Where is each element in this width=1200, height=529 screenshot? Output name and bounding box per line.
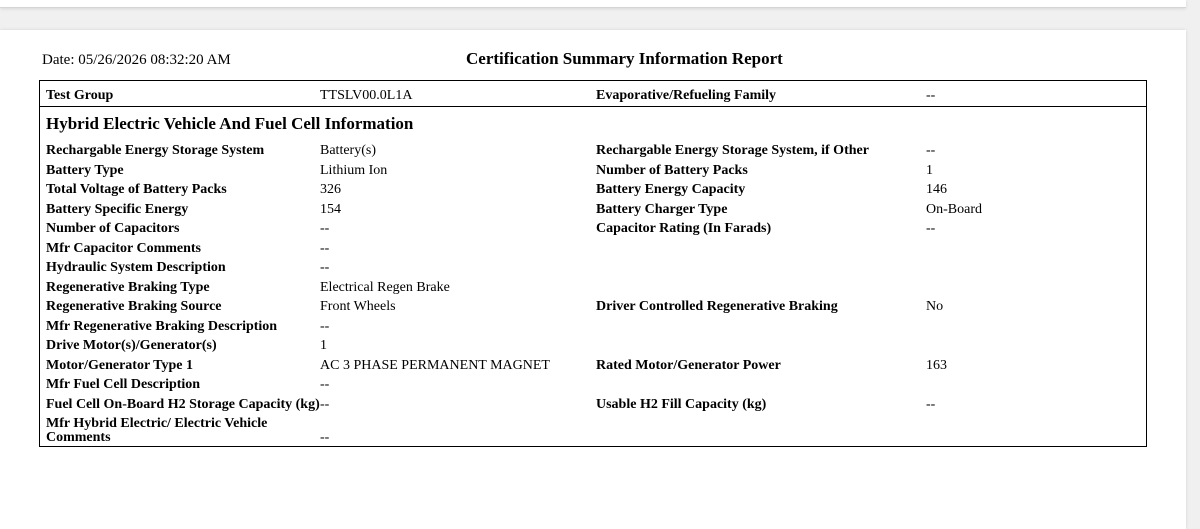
field-label: Regenerative Braking Source	[46, 299, 222, 314]
field-value-right: --	[926, 143, 936, 158]
field-value: --	[320, 377, 330, 392]
field-value-right: --	[926, 221, 936, 236]
report-date: Date: 05/26/2026 08:32:20 AM	[42, 52, 231, 68]
report-title: Certification Summary Information Report	[466, 49, 783, 68]
field-value: AC 3 PHASE PERMANENT MAGNET	[320, 358, 550, 373]
field-value: Front Wheels	[320, 299, 396, 314]
report-table	[39, 80, 1147, 447]
field-value-right: --	[926, 397, 936, 412]
field-value: --	[320, 221, 330, 236]
field-label: Regenerative Braking Type	[46, 280, 210, 295]
field-value: 154	[320, 202, 341, 217]
field-value: --	[320, 397, 330, 412]
field-value-right: On-Board	[926, 202, 982, 217]
field-value: Lithium Ion	[320, 163, 388, 178]
field-label-right: Number of Battery Packs	[596, 163, 748, 178]
field-value-right: No	[926, 299, 944, 314]
field-label-right: Capacitor Rating (In Farads)	[596, 221, 772, 236]
field-value-right: 1	[926, 163, 933, 178]
field-value-right: 146	[926, 182, 947, 197]
field-label-right: Battery Charger Type	[596, 202, 728, 217]
field-value: Battery(s)	[320, 143, 376, 158]
field-label: Rechargable Energy Storage System	[46, 143, 265, 158]
field-label-right: Battery Energy Capacity	[596, 182, 746, 197]
test-group-label: Test Group	[46, 88, 114, 103]
evap-family-value: --	[926, 88, 936, 103]
field-value: --	[320, 260, 330, 275]
section-heading: Hybrid Electric Vehicle And Fuel Cell Information	[46, 114, 414, 133]
field-label-right: Rated Motor/Generator Power	[596, 358, 781, 373]
test-group-value: TTSLV00.0L1A	[320, 88, 413, 103]
field-label-right: Rechargable Energy Storage System, if Other	[596, 143, 869, 158]
field-value: --	[320, 319, 330, 334]
field-label: Drive Motor(s)/Generator(s)	[46, 338, 217, 353]
field-label: Mfr Fuel Cell Description	[46, 377, 201, 392]
field-value: 1	[320, 338, 327, 353]
field-label-right: Usable H2 Fill Capacity (kg)	[596, 397, 767, 412]
test-group-row	[40, 81, 1146, 107]
field-label: Motor/Generator Type 1	[46, 358, 193, 373]
field-value-right: 163	[926, 358, 947, 373]
previous-page-edge	[0, 0, 1186, 8]
field-label: Battery Type	[46, 163, 124, 178]
field-label: Mfr Capacitor Comments	[46, 241, 202, 256]
field-value: --	[320, 241, 330, 256]
field-label: Fuel Cell On-Board H2 Storage Capacity (kg)	[46, 397, 320, 412]
field-label: Hydraulic System Description	[46, 260, 226, 275]
field-label: Battery Specific Energy	[46, 202, 189, 217]
mfr-hybrid-comments-value: --	[320, 430, 330, 445]
field-label: Mfr Regenerative Braking Description	[46, 319, 278, 334]
field-label-right: Driver Controlled Regenerative Braking	[596, 299, 838, 314]
field-value: 326	[320, 182, 341, 197]
evap-family-label: Evaporative/Refueling Family	[596, 88, 777, 103]
field-label: Total Voltage of Battery Packs	[46, 182, 227, 197]
field-value: Electrical Regen Brake	[320, 280, 450, 295]
field-label: Number of Capacitors	[46, 221, 180, 236]
mfr-hybrid-comments-label: Mfr Hybrid Electric/ Electric Vehicle Comments	[46, 416, 268, 445]
report-page	[0, 30, 1186, 529]
